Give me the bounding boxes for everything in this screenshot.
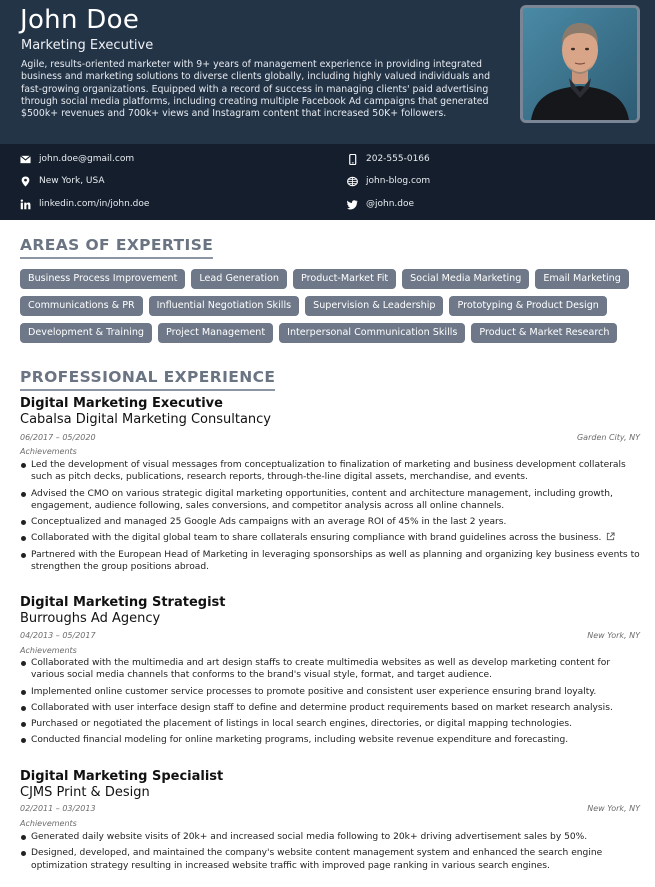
expertise-tag: Prototyping & Product Design bbox=[449, 296, 606, 316]
mobile-phone-icon bbox=[347, 154, 358, 165]
tag-row bbox=[20, 269, 640, 289]
achievement-item: Collaborated with the multimedia and art design staffs to create multimedia websites as well as develop marketing content for various social media channels that conforms to the brand's visual style, format, and target audience. bbox=[20, 657, 640, 682]
contact-phone[interactable] bbox=[347, 152, 430, 166]
expertise-tag: Influential Negotiation Skills bbox=[149, 296, 299, 316]
twitter-icon bbox=[347, 199, 358, 210]
portrait-image bbox=[523, 8, 637, 120]
company-name: CJMS Print & Design bbox=[20, 785, 150, 800]
summary-text: Agile, results-oriented marketer with 9+ years of management experience in providing integrated business and marketing solutions to diverse clients globally, including highly valued individuals and fast-growing organizations. Equipped with a record of success in managing clients' paid advertising through social media platforms, including creating multiple Facebook Ad campaigns that generated $500k+ revenues and 700k+ views and Instagram content that increased 50K+ followers. bbox=[21, 59, 491, 120]
tag-row bbox=[20, 296, 640, 316]
achievement-item: Conducted financial modeling for online marketing programs, including website revenue expenditure and forecasting. bbox=[20, 734, 640, 746]
expertise-tag: Product-Market Fit bbox=[293, 269, 396, 289]
achievement-item: Advised the CMO on various strategic digital marketing opportunities, content and architecture management, including growth, engagement, audience following, sales conversions, and competitor analysis across all online channels. bbox=[20, 488, 640, 513]
job-title: Digital Marketing Specialist bbox=[20, 769, 224, 784]
achievement-item: Partnered with the European Head of Marketing in leveraging sponsorships as well as planning and organizing key business events to strengthen the group positions abroad. bbox=[20, 549, 640, 574]
website-text: john-blog.com bbox=[366, 176, 431, 186]
achievement-item: Implemented online customer service processes to promote positive and consistent user experience ensuring brand loyalty. bbox=[20, 686, 640, 698]
expertise-tag: Lead Generation bbox=[191, 269, 287, 289]
achievements-label: Achievements bbox=[20, 646, 77, 655]
contact-linkedin[interactable] bbox=[20, 197, 149, 211]
resume-header bbox=[0, 0, 655, 144]
expertise-tag: Communications & PR bbox=[20, 296, 143, 316]
experience-heading: PROFESSIONAL EXPERIENCE bbox=[20, 368, 275, 391]
expertise-tag: Project Management bbox=[158, 323, 273, 343]
expertise-tag: Email Marketing bbox=[535, 269, 628, 289]
contact-twitter[interactable] bbox=[347, 197, 414, 211]
expertise-tag: Supervision & Leadership bbox=[305, 296, 443, 316]
job-dates: 06/2017 – 05/2020 bbox=[20, 433, 96, 442]
expertise-tag: Development & Training bbox=[20, 323, 152, 343]
expertise-tag: Product & Market Research bbox=[471, 323, 617, 343]
achievement-item: Conceptualized and managed 25 Google Ads campaigns with an average ROI of 45% in the last 2 years. bbox=[20, 516, 640, 528]
achievement-item bbox=[20, 532, 640, 544]
achievement-item: Collaborated with user interface design staff to define and determine product requirements based on market research analysis. bbox=[20, 702, 640, 714]
twitter-text: @john.doe bbox=[366, 199, 415, 209]
achievements-label: Achievements bbox=[20, 447, 77, 456]
achievement-item: Generated daily website visits of 20k+ and increased social media following to 20k+ driving advertisement sales by 50%. bbox=[20, 831, 640, 843]
email-text: john.doe@gmail.com bbox=[39, 154, 135, 164]
contact-email[interactable] bbox=[20, 152, 134, 166]
profile-photo bbox=[520, 5, 640, 123]
map-pin-icon bbox=[20, 176, 31, 187]
job-title: Digital Marketing Executive bbox=[20, 396, 223, 411]
linkedin-icon bbox=[20, 199, 31, 210]
job-dates: 02/2011 – 03/2013 bbox=[20, 804, 96, 813]
achievement-text: Collaborated with the digital global team to share collaterals ensuring compliance with brand guidelines across the business. bbox=[31, 533, 602, 544]
achievement-list bbox=[20, 831, 640, 876]
job-location: Garden City, NY bbox=[576, 433, 640, 442]
achievements-label: Achievements bbox=[20, 819, 77, 828]
expertise-tag: Business Process Improvement bbox=[20, 269, 185, 289]
contact-bar bbox=[0, 144, 655, 220]
achievement-item: Purchased or negotiated the placement of listings in local search engines, directories, or digital mapping technologies. bbox=[20, 718, 640, 730]
tag-row bbox=[20, 323, 640, 343]
job-dates: 04/2013 – 05/2017 bbox=[20, 631, 96, 640]
expertise-tags bbox=[20, 269, 640, 350]
envelope-icon bbox=[20, 154, 31, 165]
external-link-icon[interactable] bbox=[606, 532, 615, 541]
phone-text: 202-555-0166 bbox=[366, 154, 430, 164]
contact-location bbox=[20, 174, 105, 188]
achievement-list bbox=[20, 657, 640, 751]
expertise-tag: Interpersonal Communication Skills bbox=[279, 323, 465, 343]
expertise-tag: Social Media Marketing bbox=[402, 269, 529, 289]
job-location: New York, NY bbox=[587, 804, 640, 813]
job-title: Digital Marketing Strategist bbox=[20, 595, 226, 610]
job-location: New York, NY bbox=[587, 631, 640, 640]
achievement-list bbox=[20, 459, 640, 577]
achievement-item: Designed, developed, and maintained the company's website content management system and enhanced the search engine optimization strategy resulting in increased website traffic with improved page ranking in various search engines. bbox=[20, 847, 640, 872]
candidate-name: John Doe bbox=[20, 5, 140, 35]
linkedin-text: linkedin.com/in/john.doe bbox=[39, 199, 150, 209]
expertise-heading: AREAS OF EXPERTISE bbox=[20, 236, 213, 259]
achievement-item: Led the development of visual messages from conceptualization to finalization of marketing and business development collaterals such as pitch decks, publications, research reports, through-the-line digital assets, merchandise, and events. bbox=[20, 459, 640, 484]
company-name: Burroughs Ad Agency bbox=[20, 611, 161, 626]
candidate-title: Marketing Executive bbox=[21, 38, 154, 53]
location-text: New York, USA bbox=[39, 176, 105, 186]
contact-website[interactable] bbox=[347, 174, 430, 188]
globe-icon bbox=[347, 176, 358, 187]
company-name: Cabalsa Digital Marketing Consultancy bbox=[20, 412, 271, 427]
